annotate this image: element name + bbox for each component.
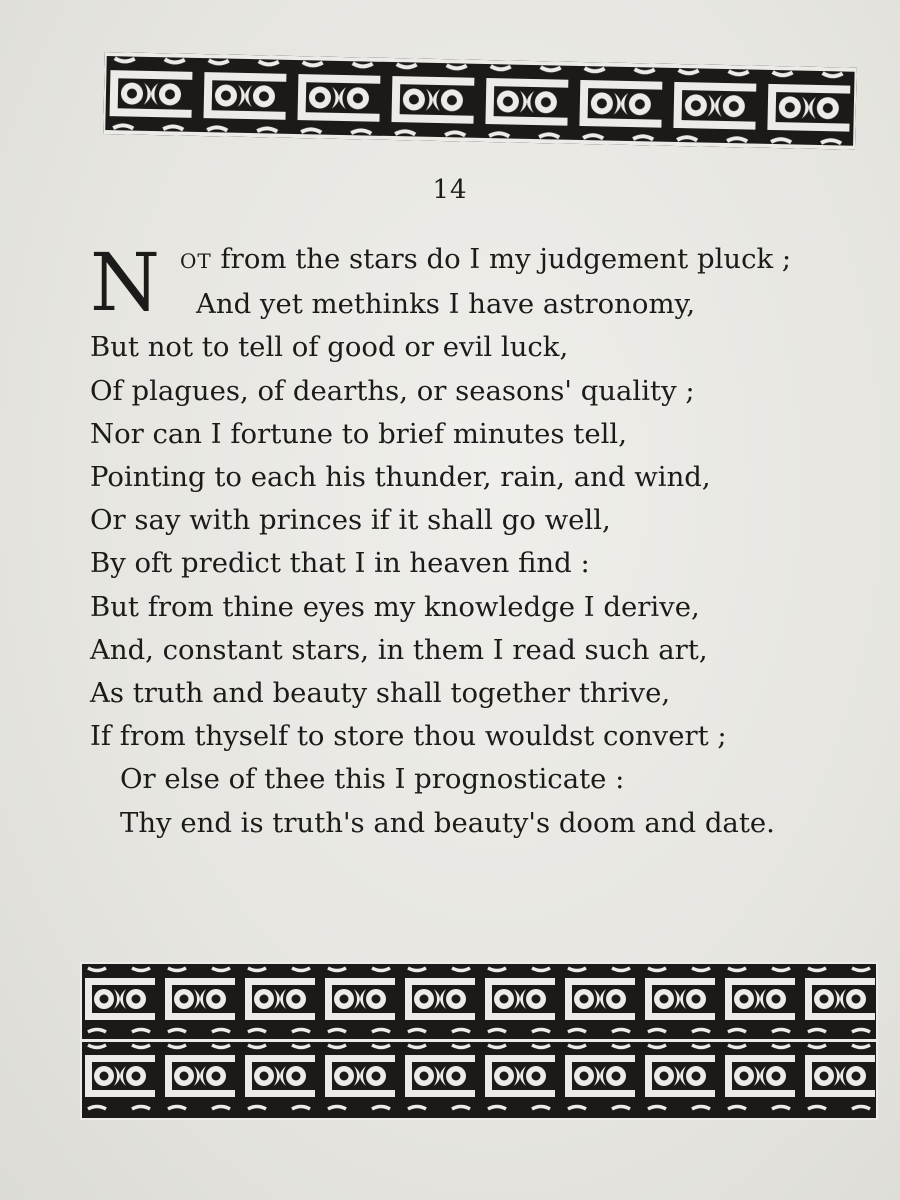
bottom-ornament-pattern xyxy=(80,962,878,1120)
page-number: 14 xyxy=(432,175,468,205)
poem-line-10: And, constant stars, in them I read such art, xyxy=(90,633,708,666)
poem-line-3: But not to tell of good or evil luck, xyxy=(90,331,569,364)
poem-line-11: As truth and beauty shall together thrive, xyxy=(90,677,671,710)
top-ornament-pattern xyxy=(103,52,857,150)
bottom-ornamental-border xyxy=(80,962,878,1120)
sonnet-text xyxy=(90,238,870,845)
poem-line-7: Or say with princes if it shall go well, xyxy=(90,504,611,537)
poem-line-1 xyxy=(90,238,870,283)
poem-line-8: By oft predict that I in heaven find : xyxy=(90,547,590,580)
small-caps-start: OT xyxy=(180,249,212,273)
first-line-rest: from the stars do I my judgement pluck ; xyxy=(211,243,792,275)
top-ornamental-border xyxy=(103,52,857,150)
poem-couplet-line-2: Thy end is truth's and beauty's doom and date. xyxy=(120,806,775,839)
poem-line-12: If from thyself to store thou wouldst convert ; xyxy=(90,720,727,753)
poem-couplet-line-1: Or else of thee this I prognosticate : xyxy=(120,763,625,796)
poem-line-5: Nor can I fortune to brief minutes tell, xyxy=(90,417,627,450)
poem-line-9: But from thine eyes my knowledge I derive, xyxy=(90,590,700,623)
poem-line-2: And yet methinks I have astronomy, xyxy=(196,288,696,321)
drop-cap: N xyxy=(90,236,160,329)
poem-line-4: Of plagues, of dearths, or seasons' quality ; xyxy=(90,374,695,407)
poem-line-6: Pointing to each his thunder, rain, and wind, xyxy=(90,461,711,494)
